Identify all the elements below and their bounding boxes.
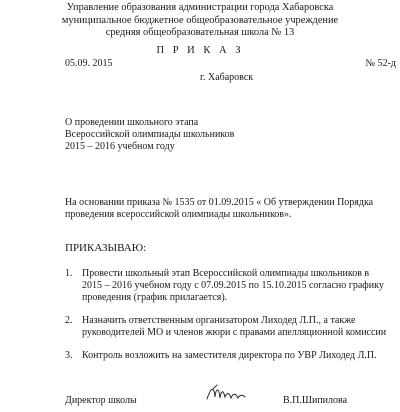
document-title: П Р И К А З (156, 45, 244, 56)
order-1-line-3: проведения (график прилагается). (82, 292, 228, 303)
document-date: 05.09. 2015 (65, 58, 113, 69)
order-item-2 (65, 315, 395, 339)
order-marker-2: 2. (65, 315, 73, 326)
subject-line-2: Всероссийской олимпиады школьников (65, 129, 235, 140)
basis-line-1: На основании приказа № 1535 от 01.09.2015 « Об утверждении Порядка (65, 197, 374, 208)
subject-line-3: 2015 – 2016 учебном году (65, 141, 175, 152)
basis-line-2: проведения всероссийской олимпиады школьников». (65, 209, 292, 220)
order-list (65, 268, 395, 362)
order-2-line-1: Назначить ответственным организатором Лиходед Л.П., а также (82, 315, 356, 326)
order-marker-3: 3. (65, 350, 73, 361)
order-1-line-1: Провести школьный этап Всероссийской олимпиады школьников в (82, 268, 370, 279)
order-item-1 (65, 268, 395, 304)
header-line-3: средняя общеобразовательная школа № 13 (105, 27, 295, 38)
order-heading: ПРИКАЗЫВАЮ: (65, 242, 147, 254)
order-1-line-2: 2015 – 2016 учебном году с 07.09.2015 по 15.10.2015 согласно графику (82, 280, 384, 291)
signature-name: В.П.Шипилова (283, 395, 348, 406)
signature-position: Директор школы (65, 395, 137, 406)
order-3-line-1: Контроль возложить на заместителя директора по УВР Лиходед Л.П. (82, 350, 377, 361)
order-item-3 (65, 350, 395, 362)
header-line-2: муниципальное бюджетное общеобразовательное учреждение (61, 15, 339, 26)
order-marker-1: 1. (65, 268, 73, 279)
handwritten-signature (205, 383, 247, 405)
header-line-1: Управление образования администрации города Хабаровска (66, 2, 334, 13)
subject-line-1: О проведении школьного этапа (65, 117, 199, 128)
order-2-line-2: руководителей МО и членов жюри с правами апелляционной комиссии (82, 327, 387, 338)
document-number: № 52-д (365, 58, 396, 69)
document-city: г. Хабаровск (200, 72, 254, 83)
